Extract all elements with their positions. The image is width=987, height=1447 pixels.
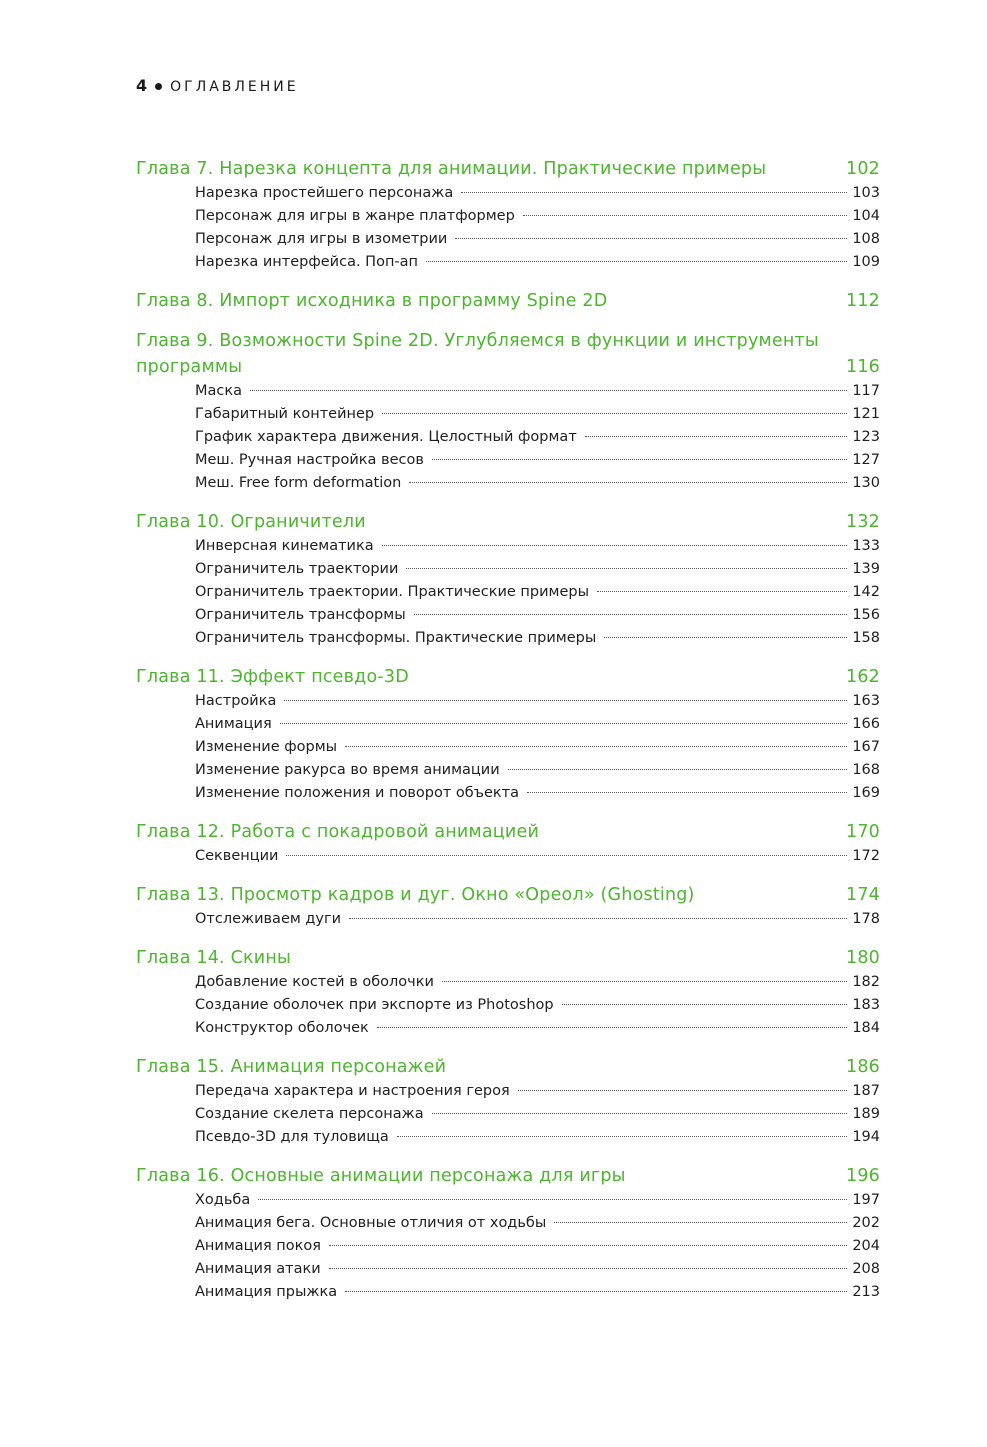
- section-entry[interactable]: [195, 971, 880, 994]
- section-title: Анимация атаки: [195, 1261, 321, 1277]
- chapter-page-number: 196: [845, 1166, 880, 1186]
- section-page-number: 182: [852, 974, 880, 990]
- section-page-number: 169: [852, 785, 880, 801]
- section-title: Изменение положения и поворот объекта: [195, 785, 519, 801]
- section-entry[interactable]: [195, 251, 880, 274]
- section-list: [195, 1080, 880, 1149]
- chapter-block: [136, 819, 880, 868]
- dot-leader: [414, 614, 848, 615]
- dot-leader: [284, 700, 847, 701]
- dot-leader: [518, 1090, 848, 1091]
- section-title: Создание скелета персонажа: [195, 1106, 424, 1122]
- chapter-block: [136, 945, 880, 1040]
- chapter-heading[interactable]: [136, 945, 880, 971]
- section-page-number: 142: [852, 584, 880, 600]
- dot-leader: [250, 390, 847, 391]
- dot-leader: [409, 482, 847, 483]
- section-title: Анимация: [195, 716, 272, 732]
- dot-leader: [345, 746, 847, 747]
- section-entry[interactable]: [195, 472, 880, 495]
- section-page-number: 178: [852, 911, 880, 927]
- chapter-page-number: 132: [845, 512, 880, 532]
- chapter-page-number: 174: [845, 885, 880, 905]
- dot-leader: [585, 436, 848, 437]
- section-entry[interactable]: [195, 1258, 880, 1281]
- section-list: [195, 690, 880, 805]
- section-page-number: 189: [852, 1106, 880, 1122]
- section-entry[interactable]: [195, 1126, 880, 1149]
- chapter-page-number: 116: [845, 357, 880, 377]
- section-page-number: 202: [852, 1215, 880, 1231]
- section-entry[interactable]: [195, 380, 880, 403]
- chapter-page-number: 162: [845, 667, 880, 687]
- chapter-page-number: 112: [845, 291, 880, 311]
- section-entry[interactable]: [195, 604, 880, 627]
- section-title: ОГЛАВЛЕНИЕ: [170, 79, 299, 95]
- section-entry[interactable]: [195, 994, 880, 1017]
- section-title: Инверсная кинематика: [195, 538, 374, 554]
- section-entry[interactable]: [195, 1189, 880, 1212]
- section-title: Габаритный контейнер: [195, 406, 375, 422]
- dot-leader: [286, 855, 847, 856]
- section-entry[interactable]: [195, 782, 880, 805]
- chapter-heading[interactable]: [136, 819, 880, 845]
- section-title: Псевдо-3D для туловища: [195, 1129, 389, 1145]
- section-title: Изменение формы: [195, 739, 338, 755]
- section-entry[interactable]: [195, 845, 880, 868]
- chapter-heading[interactable]: [136, 288, 880, 314]
- dot-leader: [397, 1136, 848, 1137]
- section-page-number: 158: [852, 630, 880, 646]
- section-title: Персонаж для игры в изометрии: [195, 231, 448, 247]
- dot-leader: [345, 1291, 847, 1292]
- chapter-title: Глава 13. Просмотр кадров и дуг. Окно «Ореол» (Ghosting): [136, 885, 695, 905]
- page-number: 4: [136, 76, 148, 95]
- section-entry[interactable]: [195, 1212, 880, 1235]
- section-title: Меш. Ручная настройка весов: [195, 452, 424, 468]
- dot-leader: [377, 1027, 848, 1028]
- section-list: [195, 182, 880, 274]
- chapter-title-continuation: программы: [136, 357, 243, 377]
- section-title: Передача характера и настроения героя: [195, 1083, 510, 1099]
- bullet-dot-icon: [155, 83, 162, 90]
- section-entry[interactable]: [195, 627, 880, 650]
- section-title: Отслеживаем дуги: [195, 911, 342, 927]
- section-title: Изменение ракурса во время анимации: [195, 762, 500, 778]
- section-page-number: 109: [852, 254, 880, 270]
- dot-leader: [527, 792, 847, 793]
- dot-leader: [280, 723, 848, 724]
- section-title: Персонаж для игры в жанре платформер: [195, 208, 515, 224]
- section-list: [195, 845, 880, 868]
- section-title: Нарезка интерфейса. Поп-ап: [195, 254, 419, 270]
- section-page-number: 156: [852, 607, 880, 623]
- chapter-title: Глава 9. Возможности Spine 2D. Углубляемся в функции и инструменты: [136, 331, 819, 351]
- section-title: Меш. Free form deformation: [195, 475, 402, 491]
- section-entry[interactable]: [195, 1080, 880, 1103]
- chapter-heading[interactable]: [136, 664, 880, 690]
- dot-leader: [329, 1268, 848, 1269]
- section-title: Анимация покоя: [195, 1238, 321, 1254]
- section-page-number: 172: [852, 848, 880, 864]
- dot-leader: [432, 1113, 848, 1114]
- dot-leader: [382, 545, 848, 546]
- chapter-page-number: 170: [845, 822, 880, 842]
- section-title: График характера движения. Целостный формат: [195, 429, 577, 445]
- section-page-number: 127: [852, 452, 880, 468]
- section-page-number: 167: [852, 739, 880, 755]
- section-entry[interactable]: [195, 426, 880, 449]
- chapter-heading[interactable]: [136, 1054, 880, 1080]
- section-page-number: 108: [852, 231, 880, 247]
- chapter-page-number: 186: [845, 1057, 880, 1077]
- section-list: [195, 908, 880, 931]
- chapter-heading[interactable]: [136, 882, 880, 908]
- section-title: Создание оболочек при экспорте из Photoshop: [195, 997, 554, 1013]
- section-entry[interactable]: [195, 736, 880, 759]
- dot-leader: [442, 981, 847, 982]
- section-page-number: 187: [852, 1083, 880, 1099]
- section-entry[interactable]: [195, 690, 880, 713]
- section-title: Ограничитель трансформы. Практические примеры: [195, 630, 597, 646]
- chapter-block: [136, 1163, 880, 1304]
- chapter-title: Глава 7. Нарезка концепта для анимации. Практические примеры: [136, 159, 767, 179]
- chapter-title: Глава 12. Работа с покадровой анимацией: [136, 822, 540, 842]
- chapter-title: Глава 14. Скины: [136, 948, 291, 968]
- chapter-block: [136, 664, 880, 805]
- section-title: Маска: [195, 383, 243, 399]
- section-entry[interactable]: [195, 1235, 880, 1258]
- section-page-number: 139: [852, 561, 880, 577]
- section-page-number: 183: [852, 997, 880, 1013]
- section-page-number: 104: [852, 208, 880, 224]
- section-entry[interactable]: [195, 713, 880, 736]
- section-page-number: 103: [852, 185, 880, 201]
- dot-leader: [382, 413, 847, 414]
- table-of-contents: [136, 156, 880, 1318]
- chapter-heading[interactable]: [136, 509, 880, 535]
- section-page-number: 197: [852, 1192, 880, 1208]
- dot-leader: [349, 918, 847, 919]
- chapter-page-number: 102: [845, 159, 880, 179]
- section-page-number: 184: [852, 1020, 880, 1036]
- section-title: Нарезка простейшего персонажа: [195, 185, 454, 201]
- dot-leader: [508, 769, 848, 770]
- dot-leader: [455, 238, 847, 239]
- section-page-number: 166: [852, 716, 880, 732]
- section-entry[interactable]: [195, 558, 880, 581]
- dot-leader: [604, 637, 847, 638]
- chapter-block: [136, 328, 880, 495]
- section-page-number: 168: [852, 762, 880, 778]
- chapter-block: [136, 509, 880, 650]
- chapter-heading[interactable]: [136, 1163, 880, 1189]
- section-page-number: 130: [852, 475, 880, 491]
- chapter-heading[interactable]: [136, 156, 880, 182]
- chapter-title: Глава 16. Основные анимации персонажа для игры: [136, 1166, 626, 1186]
- chapter-heading[interactable]: [136, 328, 880, 380]
- dot-leader: [554, 1222, 847, 1223]
- section-title: Ограничитель траектории. Практические примеры: [195, 584, 590, 600]
- section-title: Анимация прыжка: [195, 1284, 338, 1300]
- chapter-block: [136, 156, 880, 274]
- dot-leader: [461, 192, 847, 193]
- section-entry[interactable]: [195, 1017, 880, 1040]
- section-entry[interactable]: [195, 1103, 880, 1126]
- dot-leader: [406, 568, 847, 569]
- section-entry[interactable]: [195, 1281, 880, 1304]
- chapter-block: [136, 288, 880, 314]
- section-entry[interactable]: [195, 205, 880, 228]
- section-entry[interactable]: [195, 182, 880, 205]
- dot-leader: [523, 215, 848, 216]
- chapter-title: Глава 8. Импорт исходника в программу Spine 2D: [136, 291, 608, 311]
- dot-leader: [258, 1199, 847, 1200]
- section-title: Анимация бега. Основные отличия от ходьбы: [195, 1215, 547, 1231]
- section-entry[interactable]: [195, 535, 880, 558]
- section-entry[interactable]: [195, 403, 880, 426]
- dot-leader: [562, 1004, 848, 1005]
- section-entry[interactable]: [195, 581, 880, 604]
- section-page-number: 121: [852, 406, 880, 422]
- section-title: Секвенции: [195, 848, 279, 864]
- section-entry[interactable]: [195, 759, 880, 782]
- dot-leader: [426, 261, 847, 262]
- section-list: [195, 971, 880, 1040]
- section-list: [195, 1189, 880, 1304]
- section-entry[interactable]: [195, 908, 880, 931]
- section-entry[interactable]: [195, 449, 880, 472]
- chapter-title: Глава 15. Анимация персонажей: [136, 1057, 447, 1077]
- dot-leader: [432, 459, 847, 460]
- section-page-number: 163: [852, 693, 880, 709]
- section-title: Ограничитель траектории: [195, 561, 399, 577]
- section-page-number: 123: [852, 429, 880, 445]
- section-page-number: 204: [852, 1238, 880, 1254]
- dot-leader: [329, 1245, 847, 1246]
- section-title: Ограничитель трансформы: [195, 607, 406, 623]
- chapter-block: [136, 882, 880, 931]
- chapter-title: Глава 11. Эффект псевдо-3D: [136, 667, 409, 687]
- section-title: Конструктор оболочек: [195, 1020, 369, 1036]
- page-header: [136, 76, 299, 95]
- section-title: Настройка: [195, 693, 277, 709]
- section-page-number: 208: [852, 1261, 880, 1277]
- chapter-title-line2-row: [136, 354, 880, 380]
- dot-leader: [597, 591, 847, 592]
- section-list: [195, 380, 880, 495]
- chapter-block: [136, 1054, 880, 1149]
- section-page-number: 194: [852, 1129, 880, 1145]
- chapter-page-number: 180: [845, 948, 880, 968]
- chapter-title: Глава 10. Ограничители: [136, 512, 366, 532]
- section-title: Ходьба: [195, 1192, 251, 1208]
- section-title: Добавление костей в оболочки: [195, 974, 434, 990]
- section-list: [195, 535, 880, 650]
- section-entry[interactable]: [195, 228, 880, 251]
- section-page-number: 213: [852, 1284, 880, 1300]
- section-page-number: 117: [852, 383, 880, 399]
- section-page-number: 133: [852, 538, 880, 554]
